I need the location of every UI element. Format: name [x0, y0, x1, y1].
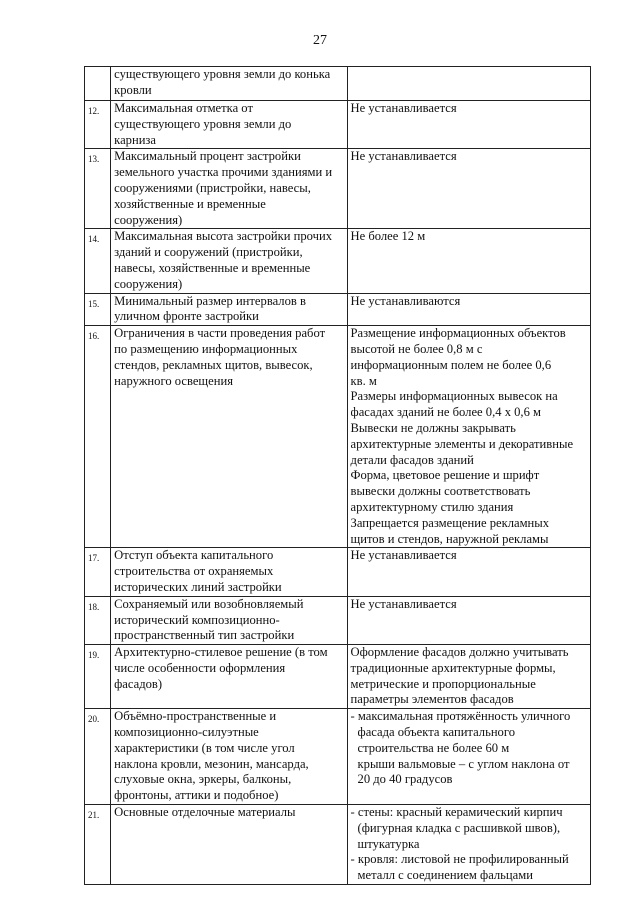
table-row [85, 149, 591, 229]
parameter-line: Минимальный размер интервалов в [114, 293, 306, 308]
parameter-cell [111, 709, 347, 805]
parameter-line: исторических линий застройки [114, 579, 282, 594]
parameter-line: земельного участка прочими зданиями и [114, 165, 333, 180]
value-cell [347, 548, 590, 596]
row-number: 12. [85, 101, 111, 149]
parameter-line: исторический композиционно- [114, 612, 280, 627]
parameter-line: фронтоны, аттики и подобное) [114, 788, 279, 803]
value-cell [347, 596, 590, 644]
parameter-line: по размещению информационных [114, 341, 298, 356]
parameter-line: слуховые окна, эркеры, балконы, [114, 772, 292, 787]
table-row [85, 67, 591, 101]
value-cell [347, 326, 590, 548]
parameter-cell [111, 229, 347, 293]
row-number: 13. [85, 149, 111, 229]
parameter-line: кровли [114, 82, 152, 97]
row-number: 18. [85, 596, 111, 644]
value-line: параметры элементов фасадов [350, 692, 514, 707]
parameter-cell [111, 548, 347, 596]
parameter-line: существующего уровня земли до конька [114, 67, 331, 81]
value-line: - максимальная протяжённость уличного [350, 709, 571, 724]
value-cell [347, 149, 590, 229]
table-row [85, 229, 591, 293]
parameter-line: стендов, рекламных щитов, вывесок, [114, 357, 313, 372]
parameter-line: пространственный тип застройки [114, 628, 295, 643]
parameter-line: сооружениями (пристройки, навесы, [114, 180, 311, 195]
value-line: щитов и стендов, наружной рекламы [350, 531, 549, 546]
parameter-line: Максимальная отметка от [114, 101, 253, 115]
parameter-cell [111, 805, 347, 885]
parameter-line: строительства от охраняемых [114, 564, 274, 579]
row-number: 17. [85, 548, 111, 596]
regulations-table [84, 66, 591, 885]
parameter-line: сооружения) [114, 212, 183, 227]
value-line: архитектурному стилю здания [350, 499, 514, 514]
parameter-line: наружного освещения [114, 373, 233, 388]
parameter-line: композиционно-силуэтные [114, 725, 259, 740]
table-row [85, 101, 591, 149]
parameter-cell [111, 326, 347, 548]
row-number: 21. [85, 805, 111, 885]
table-row [85, 805, 591, 885]
value-line: Не более 12 м [350, 229, 426, 244]
parameter-line: существующего уровня земли до [114, 116, 292, 131]
parameter-line: карниза [114, 132, 156, 147]
value-cell [347, 709, 590, 805]
value-line: детали фасадов зданий [350, 452, 474, 467]
value-line: архитектурные элементы и декоративные [350, 436, 574, 451]
parameter-cell [111, 149, 347, 229]
value-line: - стены: красный керамический кирпич [350, 805, 563, 820]
value-line: Вывески не должны закрывать [350, 420, 516, 435]
value-line: Не устанавливается [350, 548, 457, 563]
value-cell [347, 101, 590, 149]
table-row [85, 326, 591, 548]
value-cell [347, 229, 590, 293]
value-line: Не устанавливаются [350, 293, 461, 308]
table-row [85, 596, 591, 644]
value-line: Размеры информационных вывесок на [350, 389, 558, 404]
table-body [85, 67, 591, 885]
parameter-line: Ограничения в части проведения работ [114, 326, 326, 341]
parameter-line: Сохраняемый или возобновляемый [114, 596, 304, 611]
value-line: вывески должны соответствовать [350, 484, 531, 499]
value-line: строительства не более 60 м [357, 740, 510, 755]
value-line: Форма, цветовое решение и шрифт [350, 468, 540, 483]
row-number: 20. [85, 709, 111, 805]
value-line: Не устанавливается [350, 149, 457, 164]
parameter-cell [111, 596, 347, 644]
value-cell [347, 293, 590, 326]
parameter-line: уличном фронте застройки [114, 309, 259, 324]
table-row [85, 645, 591, 709]
parameter-line: хозяйственные и временные [114, 196, 266, 211]
value-line: штукатурка [357, 836, 420, 851]
parameter-line: зданий и сооружений (пристройки, [114, 245, 303, 260]
value-line: Оформление фасадов должно учитывать [350, 645, 569, 660]
value-line: информационным полем не более 0,6 [350, 357, 552, 372]
value-cell [347, 67, 590, 101]
parameter-cell [111, 101, 347, 149]
parameter-line: Архитектурно-стилевое решение (в том [114, 645, 328, 660]
parameter-line: Объёмно-пространственные и [114, 709, 277, 724]
parameter-line: характеристики (в том числе угол [114, 740, 295, 755]
value-line: Не устанавливается [350, 596, 457, 611]
row-number [85, 67, 111, 101]
row-number: 16. [85, 326, 111, 548]
value-line: Запрещается размещение рекламных [350, 515, 550, 530]
parameter-line: Максимальная высота застройки прочих [114, 229, 332, 244]
row-number: 15. [85, 293, 111, 326]
parameter-line: сооружения) [114, 276, 183, 291]
value-line: метрические и пропорциональные [350, 676, 536, 691]
parameter-line: числе особенности оформления [114, 660, 286, 675]
parameter-cell [111, 293, 347, 326]
parameter-line: фасадов) [114, 676, 163, 691]
value-line: высотой не более 0,8 м с [350, 341, 483, 356]
value-line: 20 до 40 градусов [357, 772, 453, 787]
value-line: кв. м [350, 373, 377, 388]
parameter-cell [111, 67, 347, 101]
table-row [85, 709, 591, 805]
value-cell [347, 645, 590, 709]
value-line: крыши вальмовые – с углом наклона от [357, 756, 570, 771]
table-row [85, 293, 591, 326]
parameter-cell [111, 645, 347, 709]
value-line: традиционные архитектурные формы, [350, 660, 556, 675]
value-line: Не устанавливается [350, 101, 457, 115]
parameter-line: навесы, хозяйственные и временные [114, 260, 311, 275]
parameter-line: Отступ объекта капитального [114, 548, 274, 563]
value-line: (фигурная кладка с расшивкой швов), [357, 820, 561, 835]
value-line: металл с соединением фальцами [357, 868, 533, 883]
row-number: 19. [85, 645, 111, 709]
row-number: 14. [85, 229, 111, 293]
value-line: фасадах зданий не более 0,4 х 0,6 м [350, 405, 541, 420]
table-row [85, 548, 591, 596]
parameter-line: наклона кровли, мезонин, мансарда, [114, 756, 309, 771]
parameter-line: Максимальный процент застройки [114, 149, 301, 164]
value-line: - кровля: листовой не профилированный [350, 852, 569, 867]
value-line: Размещение информационных объектов [350, 326, 566, 341]
page-number: 27 [313, 33, 327, 48]
parameter-line: Основные отделочные материалы [114, 805, 296, 820]
value-line: фасада объекта капитального [357, 725, 516, 740]
value-cell [347, 805, 590, 885]
